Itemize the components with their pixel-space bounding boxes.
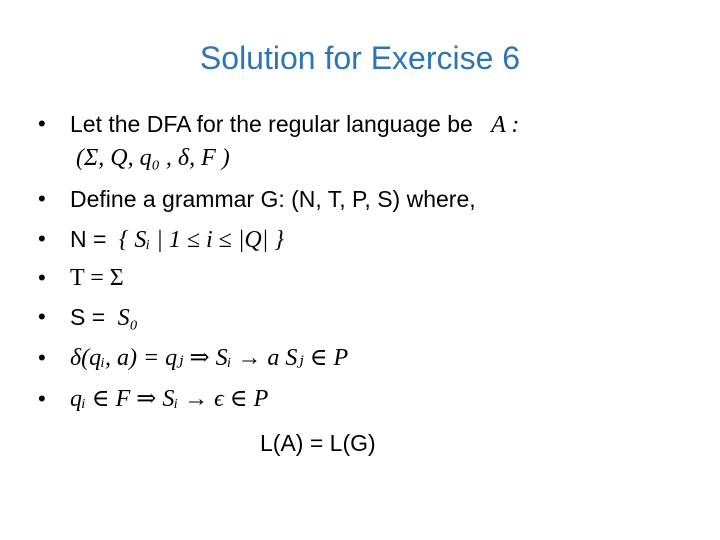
dfa-tuple: (Σ, Q, q₀ , δ, F ) [76, 145, 230, 171]
bullet-item-terminals [38, 261, 688, 295]
bullet-text: Define a grammar G: (N, T, P, S) where, [70, 186, 476, 212]
bullet-dot: • [38, 386, 46, 411]
language-equality: L(A) = L(G) [260, 430, 376, 456]
bullet-continuation [38, 141, 688, 175]
bullet-dot: • [38, 265, 46, 290]
bullet-item-nonterminals [38, 222, 688, 256]
bullet-item-final-rule [38, 382, 688, 416]
bullet-math: T = Σ [70, 265, 124, 291]
bullet-text: S = [70, 304, 106, 330]
bullet-text: Let the DFA for the regular language be [70, 111, 473, 137]
bullet-item-start [38, 300, 688, 334]
bullet-math: δ(qᵢ, a) = qⱼ ⇒ Sᵢ → a Sⱼ ∈ P [70, 345, 349, 371]
bullet-dot: • [38, 111, 46, 136]
bullet-math: qᵢ ∈ F ⇒ Sᵢ → ϵ ∈ P [70, 386, 269, 412]
bullet-item-transition-rule [38, 341, 688, 375]
bullet-math: S₀ [117, 305, 138, 331]
bullet-dot: • [38, 226, 46, 251]
bullet-dot: • [38, 304, 46, 329]
bullet-math: A : [491, 112, 520, 138]
slide-title: Solution for Exercise 6 [199, 40, 521, 76]
bullet-dot: • [38, 186, 46, 211]
bullet-item-dfa [38, 107, 688, 141]
bullet-item-grammar [38, 182, 688, 216]
bullet-math: { Sᵢ | 1 ≤ i ≤ |Q| } [118, 227, 284, 253]
bullet-text: N = [70, 226, 107, 252]
bullet-dot: • [38, 345, 46, 370]
